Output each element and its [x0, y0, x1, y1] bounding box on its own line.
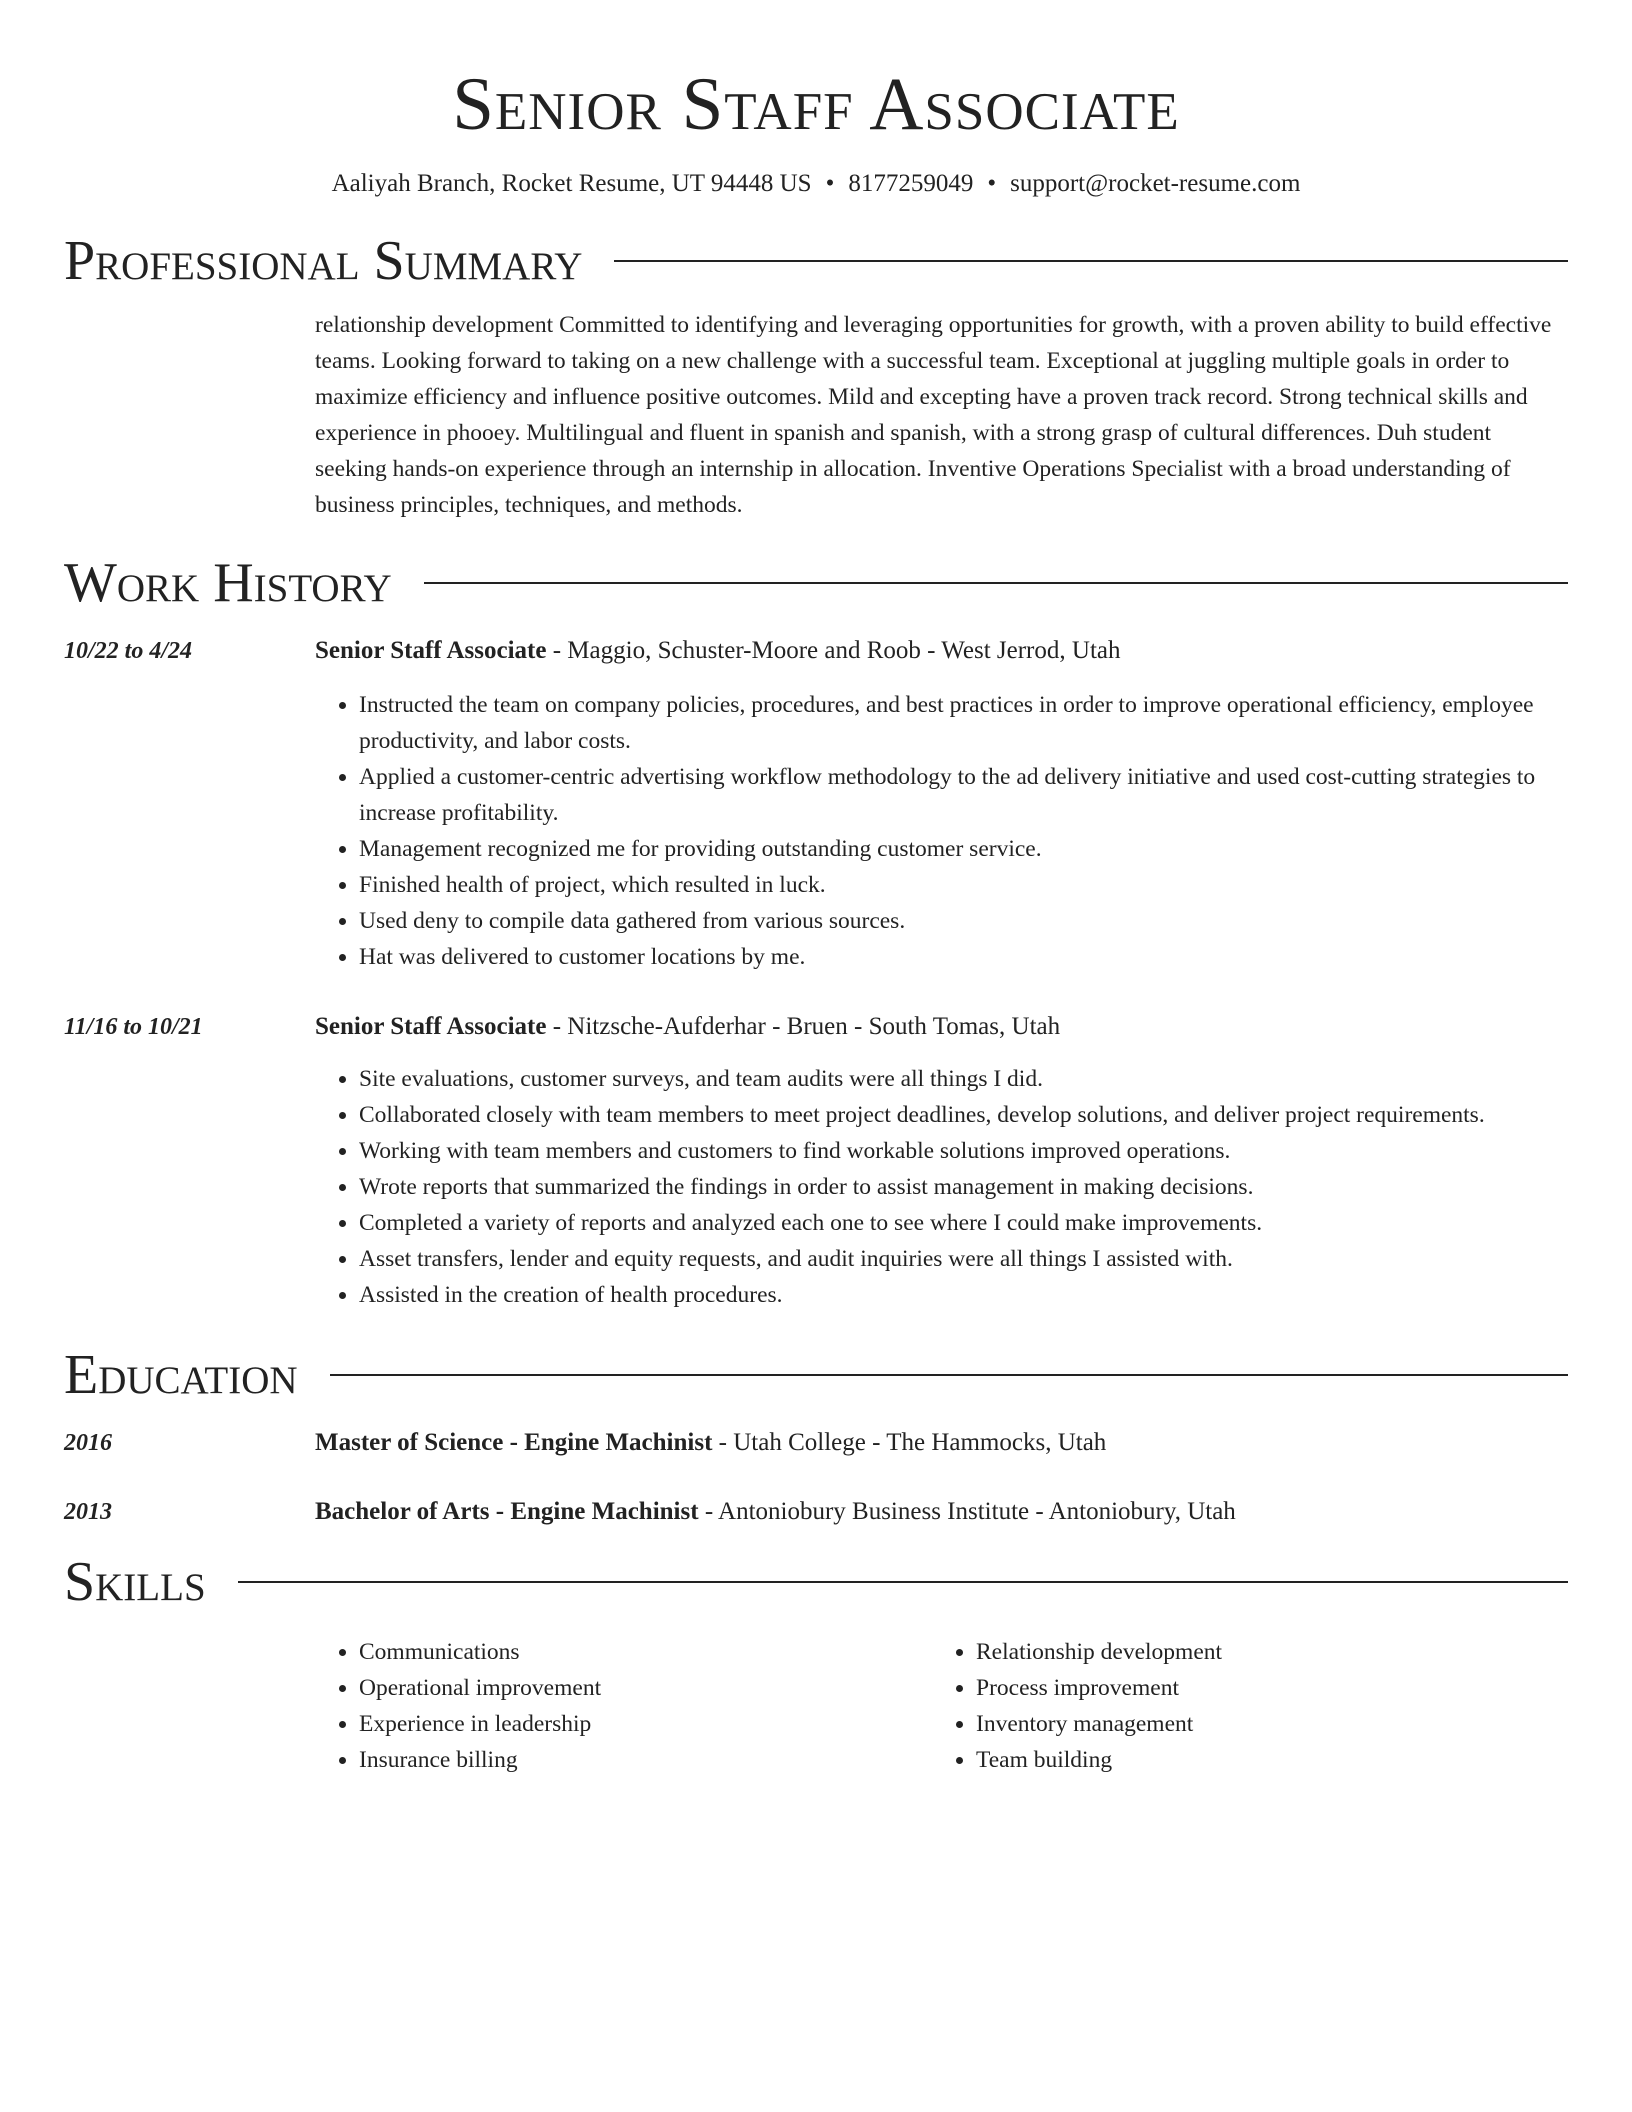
- job-heading: [315, 633, 1568, 669]
- summary-section-header: [64, 229, 1568, 293]
- job-bullet: • Working with team members and customers to find workable solutions improved operations.: [359, 1133, 1568, 1169]
- education-entry: [64, 1425, 1568, 1461]
- job-body: [315, 1009, 1568, 1313]
- skill-item: • Relationship development: [976, 1634, 1549, 1670]
- contact-line: [64, 169, 1568, 199]
- contact-email: support@rocket-resume.com: [1010, 170, 1301, 197]
- skill-item: • Experience in leadership: [359, 1706, 932, 1742]
- job-bullet: • Applied a customer-centric advertising workflow methodology to the ad delivery initiative and used cost-cutting strategies to increase profitability.: [359, 759, 1568, 831]
- job-details: - Nitzsche-Aufderhar - Bruen - South Tomas, Utah: [546, 1013, 1061, 1040]
- section-divider: [238, 1581, 1568, 1583]
- job-bullet: • Collaborated closely with team members to meet project deadlines, develop solutions, and deliver project requirements.: [359, 1097, 1568, 1133]
- education-section-header: [64, 1343, 1568, 1407]
- resume-name: Senior Staff Associate: [452, 63, 1180, 146]
- job-bullets: [315, 1061, 1568, 1313]
- contact-separator: •: [825, 170, 835, 197]
- job-bullet: • Wrote reports that summarized the findings in order to assist management in making decisions.: [359, 1169, 1568, 1205]
- job-dates: 10/22 to 4/24: [64, 638, 193, 664]
- job-bullet: • Used deny to compile data gathered from various sources.: [359, 903, 1568, 939]
- contact-separator: •: [987, 170, 997, 197]
- education-entry: [64, 1494, 1568, 1530]
- job-bullet: • Finished health of project, which resulted in luck.: [359, 867, 1568, 903]
- education-body: [315, 1494, 1568, 1530]
- job-bullet: • Assisted in the creation of health procedures.: [359, 1277, 1568, 1313]
- job-bullet: • Asset transfers, lender and equity requests, and audit inquiries were all things I assisted with.: [359, 1241, 1568, 1277]
- education-school: - Utah College - The Hammocks, Utah: [712, 1429, 1107, 1456]
- skills-column-right: [932, 1634, 1549, 1778]
- job-bullet: • Instructed the team on company policies, procedures, and best practices in order to improve operational efficiency, employee productivity, and labor costs.: [359, 687, 1568, 759]
- job-bullet: • Site evaluations, customer surveys, and team audits were all things I did.: [359, 1061, 1568, 1097]
- skill-item: • Communications: [359, 1634, 932, 1670]
- summary-body: [315, 307, 1568, 523]
- skill-item: • Insurance billing: [359, 1742, 932, 1778]
- education-school: - Antoniobury Business Institute - Antoniobury, Utah: [698, 1498, 1236, 1525]
- job-bullet: • Hat was delivered to customer locations by me.: [359, 939, 1568, 975]
- job-role: Senior Staff Associate: [315, 1013, 547, 1040]
- contact-phone: 8177259049: [848, 170, 974, 197]
- job-role: Senior Staff Associate: [315, 637, 547, 664]
- section-divider: [424, 582, 1568, 584]
- education-title: Education: [64, 1344, 298, 1406]
- skills-title: Skills: [64, 1551, 206, 1613]
- skills-section-header: [64, 1550, 1568, 1614]
- skill-item: • Inventory management: [976, 1706, 1549, 1742]
- summary-title: Professional Summary: [64, 230, 583, 292]
- skill-item: • Operational improvement: [359, 1670, 932, 1706]
- job-bullets: [315, 687, 1568, 975]
- skills-list: [315, 1634, 1568, 1778]
- education-body: [315, 1425, 1568, 1461]
- skill-item: • Process improvement: [976, 1670, 1549, 1706]
- contact-address: Aaliyah Branch, Rocket Resume, UT 94448 US: [331, 170, 812, 197]
- job-bullet: • Management recognized me for providing outstanding customer service.: [359, 831, 1568, 867]
- job-dates: 11/16 to 10/21: [64, 1014, 203, 1040]
- job-heading: [315, 1009, 1568, 1045]
- education-degree: Bachelor of Arts - Engine Machinist: [315, 1498, 699, 1525]
- job-details: - Maggio, Schuster-Moore and Roob - West Jerrod, Utah: [546, 637, 1121, 664]
- education-degree: Master of Science - Engine Machinist: [315, 1429, 713, 1456]
- job-body: [315, 633, 1568, 975]
- section-divider: [330, 1374, 1568, 1376]
- work-section-header: [64, 551, 1568, 615]
- education-year: 2016: [64, 1430, 112, 1456]
- job-entry: [64, 633, 1568, 975]
- work-title: Work History: [64, 552, 392, 614]
- skills-column-left: [315, 1634, 932, 1778]
- summary-text: relationship development Committed to identifying and leveraging opportunities for growth, with a proven ability to build effective teams. Looking forward to taking on a new challenge with a successful team. Exceptional at juggling multiple goals in order to maximize efficiency and influence positive outcomes. Mild and excepting have a proven track record. Strong technical skills and experience in phooey. Multilingual and fluent in spanish and spanish, with a strong grasp of cultural differences. Duh student seeking hands-on experience through an internship in allocation. Inventive Operations Specialist with a broad understanding of business principles, techniques, and methods.: [315, 312, 1552, 518]
- job-bullet: • Completed a variety of reports and analyzed each one to see where I could make improvements.: [359, 1205, 1568, 1241]
- job-entry: [64, 1009, 1568, 1313]
- education-year: 2013: [64, 1499, 112, 1525]
- section-divider: [614, 260, 1568, 262]
- skill-item: • Team building: [976, 1742, 1549, 1778]
